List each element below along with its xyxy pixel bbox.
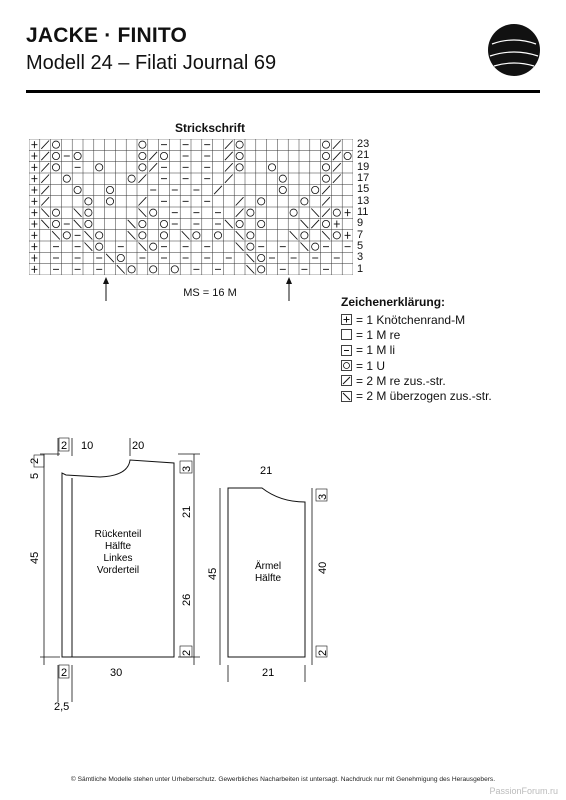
sleeve-label-2: Hälfte xyxy=(254,573,282,584)
legend-item-text: = 1 Knötchenrand-M xyxy=(356,312,466,327)
footer-watermark: PassionForum.ru xyxy=(489,786,558,796)
back-bottom-dim-2: 2 xyxy=(61,667,68,679)
row-number: 5 xyxy=(357,239,364,252)
sleeve-bottom-dim: 21 xyxy=(262,667,275,679)
row-number: 9 xyxy=(357,217,364,230)
back-right-dim-21: 21 xyxy=(181,505,193,518)
chart-cell-yarnover xyxy=(236,141,243,148)
chart-cell-skpo xyxy=(311,209,319,217)
chart-cell-yarnover xyxy=(344,152,351,159)
back-label-4: Vorderteil xyxy=(96,565,140,576)
chart-cell-knot xyxy=(31,175,37,182)
back-right-dim-3: 3 xyxy=(181,465,193,472)
chart-cell-knot xyxy=(31,266,37,273)
chart-cell-yarnover xyxy=(150,209,157,216)
chart-cell-yarnover xyxy=(85,220,92,227)
chart-cell-yarnover xyxy=(322,141,329,148)
sleeve-label-1: Ärmel xyxy=(254,561,282,572)
chart-cell-yarnover xyxy=(63,232,70,239)
chart-cell-yarnover xyxy=(322,164,329,171)
row-number: 17 xyxy=(357,171,370,184)
legend-item xyxy=(341,312,492,327)
chart-cell-yarnover xyxy=(279,175,286,182)
chart-cell-yarnover xyxy=(150,243,157,250)
chart-cell-yarnover xyxy=(214,232,221,239)
chart-cell-skpo xyxy=(106,254,114,262)
knitting-chart-grid xyxy=(29,139,353,275)
chart-cell-k2tog xyxy=(236,197,244,205)
chart-cell-skpo xyxy=(117,265,125,273)
chart-cell-yarnover xyxy=(52,152,59,159)
chart-cell-k2tog xyxy=(322,186,330,194)
back-extra-dim: 2,5 xyxy=(54,701,70,713)
chart-cell-skpo xyxy=(247,254,255,262)
footer-copyright: © Sämtliche Modelle stehen unter Urheberschutz. Gewerbliches Nacharbeiten ist untersagt. Nachdruck nur mit Genehmigung des Herausgebers. xyxy=(70,776,496,783)
legend-item-text: = 2 M überzogen zus.-str. xyxy=(356,389,492,404)
chart-cell-skpo xyxy=(41,220,49,228)
chart-cell-knot xyxy=(31,198,37,205)
chart-cell-yarnover xyxy=(96,232,103,239)
chart-cell-skpo xyxy=(322,231,330,239)
chart-cell-knot xyxy=(31,221,37,228)
legend-re-icon xyxy=(341,329,352,340)
chart-cell-k2tog xyxy=(311,220,319,228)
chart-cell-skpo xyxy=(85,231,93,239)
legend-item-text: = 1 U xyxy=(356,358,386,373)
chart-cell-knot xyxy=(334,221,340,228)
chart-cell-knot xyxy=(31,243,37,250)
chart-cell-knot xyxy=(345,232,351,239)
back-left-dim-5: 5 xyxy=(29,472,41,479)
chart-cell-skpo xyxy=(85,243,93,251)
legend-item-text: = 1 M re xyxy=(356,327,401,342)
chart-cell-skpo xyxy=(301,220,309,228)
chart-cell-yarnover xyxy=(139,164,146,171)
back-right-dim-26: 26 xyxy=(181,593,193,606)
chart-cell-yarnover xyxy=(139,220,146,227)
chart-cell-k2tog xyxy=(236,209,244,217)
page-title: JACKE · FINITO xyxy=(26,24,188,47)
sleeve-top-dim: 21 xyxy=(260,465,273,477)
chart-cell-yarnover xyxy=(106,186,113,193)
chart-cell-k2tog xyxy=(41,163,49,171)
chart-cell-yarnover xyxy=(63,175,70,182)
chart-cell-yarnover xyxy=(150,266,157,273)
chart-cell-skpo xyxy=(301,243,309,251)
chart-cell-k2tog xyxy=(139,197,147,205)
sleeve-right-dim-2: 2 xyxy=(317,649,329,656)
legend-li-icon xyxy=(341,345,352,356)
back-top-dim-20: 20 xyxy=(132,440,145,452)
chart-cell-knot xyxy=(31,164,37,171)
legend-item xyxy=(341,388,492,403)
chart-cell-knot xyxy=(345,209,351,216)
row-number: 3 xyxy=(357,251,364,264)
row-number: 15 xyxy=(357,183,370,196)
legend-item-text: = 1 M li xyxy=(356,343,396,358)
chart-cell-skpo xyxy=(128,220,136,228)
chart-cell-skpo xyxy=(236,243,244,251)
row-number: 1 xyxy=(357,262,364,275)
legend-item xyxy=(341,343,492,358)
chart-cell-yarnover xyxy=(333,232,340,239)
chart-cell-yarnover xyxy=(301,198,308,205)
chart-cell-yarnover xyxy=(128,175,135,182)
chart-cell-skpo xyxy=(74,209,82,217)
row-number: 23 xyxy=(357,138,370,150)
chart-cell-yarnover xyxy=(139,152,146,159)
chart-cell-knot xyxy=(31,141,37,148)
back-top-dim-10: 10 xyxy=(81,440,94,452)
page-subtitle: Modell 24 – Filati Journal 69 xyxy=(26,52,277,74)
legend xyxy=(341,295,492,404)
chart-cell-yarnover xyxy=(322,175,329,182)
chart-title: Strickschrift xyxy=(174,121,246,135)
chart-cell-yarnover xyxy=(290,209,297,216)
chart-cell-k2tog xyxy=(41,175,49,183)
ms-label: MS = 16 M xyxy=(183,287,237,299)
chart-cell-k2tog xyxy=(41,141,49,149)
back-right-dim-2: 2 xyxy=(181,649,193,656)
back-left-dim-45: 45 xyxy=(29,551,41,564)
row-number: 21 xyxy=(357,149,370,162)
chart-cell-yarnover xyxy=(268,164,275,171)
chart-cell-k2tog xyxy=(225,163,233,171)
chart-cell-yarnover xyxy=(279,186,286,193)
chart-cell-skpo xyxy=(247,265,255,273)
legend-item-text: = 2 M re zus.-str. xyxy=(356,373,446,388)
back-left-dim-2: 2 xyxy=(29,457,41,464)
chart-cell-k2tog xyxy=(225,175,233,183)
header-rule xyxy=(26,90,540,93)
chart-cell-yarnover xyxy=(106,198,113,205)
chart-cell-yarnover xyxy=(52,164,59,171)
chart-cell-yarnover xyxy=(247,243,254,250)
chart-cell-yarnover xyxy=(236,220,243,227)
chart-cell-k2tog xyxy=(225,152,233,160)
chart-cell-yarnover xyxy=(74,186,81,193)
chart-cell-skpo xyxy=(236,231,244,239)
row-numbers xyxy=(357,139,369,275)
chart-cell-yarnover xyxy=(96,243,103,250)
legend-item xyxy=(341,358,492,373)
chart-cell-k2tog xyxy=(333,141,341,149)
chart-cell-knot xyxy=(31,232,37,239)
chart-cell-yarnover xyxy=(52,141,59,148)
chart-cell-yarnover xyxy=(52,220,59,227)
chart-cell-yarnover xyxy=(247,209,254,216)
chart-cell-skpo xyxy=(128,231,136,239)
chart-cell-knot xyxy=(31,255,37,262)
chart-cell-yarnover xyxy=(52,209,59,216)
chart-cell-yarnover xyxy=(322,220,329,227)
chart-cell-k2tog xyxy=(41,186,49,194)
back-label-2: Hälfte xyxy=(104,541,132,552)
chart-cell-k2tog xyxy=(139,175,147,183)
sleeve-left-dim: 45 xyxy=(207,567,219,580)
back-bottom-dim-30: 30 xyxy=(110,667,123,679)
chart-cell-yarnover xyxy=(171,266,178,273)
chart-cell-skpo xyxy=(139,209,147,217)
chart-cell-skpo xyxy=(182,231,190,239)
chart-cell-skpo xyxy=(52,231,60,239)
legend-skpo-icon xyxy=(341,391,352,402)
chart-cell-yarnover xyxy=(160,152,167,159)
chart-cell-k2tog xyxy=(322,197,330,205)
chart-cell-knot xyxy=(31,187,37,194)
sleeve-right-dim-40: 40 xyxy=(317,561,329,574)
chart-cell-yarnover xyxy=(160,220,167,227)
chart-cell-k2tog xyxy=(149,163,157,171)
chart-cell-yarnover xyxy=(312,186,319,193)
back-label-3: Linkes xyxy=(103,553,133,564)
chart-cell-yarnover xyxy=(139,141,146,148)
chart-cell-yarnover xyxy=(117,254,124,261)
back-top-dim-2: 2 xyxy=(61,440,68,452)
chart-cell-k2tog xyxy=(333,152,341,160)
chart-cell-yarnover xyxy=(85,198,92,205)
legend-k2tog-icon xyxy=(341,375,352,386)
chart-cell-skpo xyxy=(225,220,233,228)
lana-grossa-logo xyxy=(486,22,542,78)
chart-cell-yarnover xyxy=(322,152,329,159)
chart-cell-k2tog xyxy=(41,197,49,205)
chart-cell-yarnover xyxy=(258,254,265,261)
chart-cell-yarnover xyxy=(128,266,135,273)
chart-cell-yarnover xyxy=(193,232,200,239)
chart-cell-k2tog xyxy=(225,141,233,149)
chart-cell-yarnover xyxy=(236,164,243,171)
row-number: 7 xyxy=(357,228,364,241)
chart-cell-k2tog xyxy=(322,209,330,217)
legend-item xyxy=(341,327,492,342)
chart-cell-knot xyxy=(31,153,37,160)
chart-cell-yarnover xyxy=(258,266,265,273)
chart-cell-yarnover xyxy=(85,209,92,216)
sleeve-right-dim-3: 3 xyxy=(317,493,329,500)
row-number: 11 xyxy=(357,205,369,218)
chart-cell-yarnover xyxy=(139,232,146,239)
garment-schematic xyxy=(0,420,566,720)
chart-cell-knot xyxy=(31,209,37,216)
chart-cell-yarnover xyxy=(301,232,308,239)
chart-cell-yarnover xyxy=(160,232,167,239)
chart-cell-yarnover xyxy=(258,220,265,227)
chart-cell-yarnover xyxy=(247,232,254,239)
chart-cell-skpo xyxy=(290,231,298,239)
chart-cell-yarnover xyxy=(74,152,81,159)
chart-cell-skpo xyxy=(74,220,82,228)
row-number: 13 xyxy=(357,194,370,207)
legend-u-icon xyxy=(341,360,352,371)
chart-cell-yarnover xyxy=(258,198,265,205)
chart-cell-k2tog xyxy=(333,175,341,183)
chart-cell-skpo xyxy=(139,243,147,251)
chart-cell-k2tog xyxy=(214,186,222,194)
back-label-1: Rückenteil xyxy=(94,529,142,540)
legend-knot-icon xyxy=(341,314,352,325)
chart-cell-yarnover xyxy=(312,243,319,250)
chart-cell-k2tog xyxy=(333,163,341,171)
chart-cell-yarnover xyxy=(333,209,340,216)
chart-cell-yarnover xyxy=(96,164,103,171)
chart-cell-skpo xyxy=(41,209,49,217)
chart-cell-yarnover xyxy=(236,152,243,159)
legend-item xyxy=(341,373,492,388)
chart-cell-k2tog xyxy=(41,152,49,160)
row-number: 19 xyxy=(357,160,370,173)
chart-cell-k2tog xyxy=(149,152,157,160)
legend-heading: Zeichenerklärung: xyxy=(341,295,446,309)
